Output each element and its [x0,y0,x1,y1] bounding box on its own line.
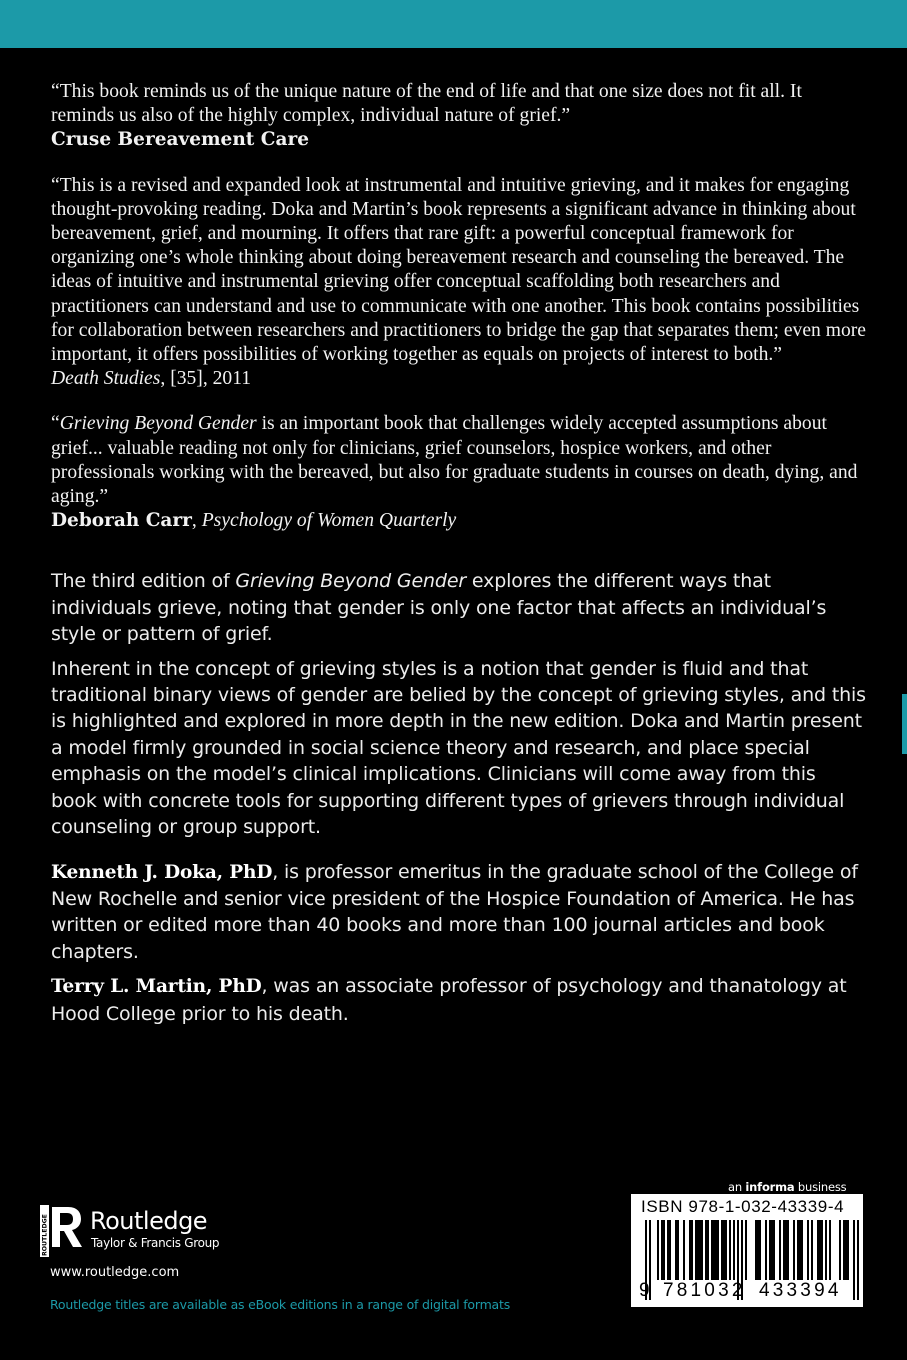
barcode-bar [825,1220,827,1280]
svg-text:ROUTLEDGE: ROUTLEDGE [41,1214,49,1256]
barcode-bar [787,1220,789,1280]
barcode-bar [683,1220,685,1280]
barcode-bar [705,1220,707,1280]
barcode-bar [857,1220,859,1300]
barcode-bar [745,1220,747,1280]
author-bio-doka [51,859,866,966]
barcode-bar [675,1220,677,1280]
barcode-bar [657,1220,659,1280]
description-paragraph-2: Inherent in the concept of grieving styles is a notion that gender is fluid and that traditional binary views of gender are belied by the concept of grieving styles, and this is highlighted and explored in more depth in the new edition. Doka and Martin present a model firmly grounded in social science theory and research, and place special emphasis on the model’s clinical implications. Clinicians will come away from this book with concrete tools for supporting different types of grievers through individual counseling or group support. [51,657,866,839]
review-3-source [51,509,866,533]
publisher-name: Routledge [90,1207,208,1235]
review-3-quote-text: is an important book that challenges widely accepted assumptions about grief... valuable reading not only for clinicians, grief counselors, hospice workers, and other professionals working with the bereaved, but also for graduate students in courses on death, dying, and aging.” [51,413,858,508]
description-p1-post: explores the different ways that individuals grieve, noting that gender is only one factor that affects an individual’s style or pattern of grief. [51,570,827,646]
barcode-bar [829,1220,831,1280]
review-3-quote [51,412,866,509]
side-color-tab [902,694,907,754]
informa-pre: an [728,1180,746,1194]
publisher-group: Taylor & Francis Group [91,1236,220,1250]
review-3-source-journal: Psychology of Women Quarterly [201,510,457,532]
review-2-source-journal: Death Studies [51,368,161,390]
barcode-bar [691,1220,693,1280]
barcode-bar [717,1220,719,1280]
barcode-bar [817,1220,819,1280]
author-bio-martin [51,973,866,1027]
top-color-band [0,0,907,48]
barcode-bar [773,1220,775,1280]
barcode-bar [807,1220,809,1280]
barcode-bar [769,1220,771,1280]
review-2-source-issue: , [35], 2011 [160,368,252,390]
barcode-bar [799,1220,801,1280]
barcode-bar [699,1220,701,1280]
review-2-quote: “This is a revised and expanded look at instrumental and intuitive grieving, and it makes for engaging thought-provoking reading. Doka and Martin’s book represents a significant advance in thinking about bereavement, grief, and mourning. It offers that rare gift: a powerful conceptual framework for organizing one’s whole thinking about doing bereavement research and counseling the bereaved. The ideas of intuitive and instrumental grieving offer conceptual scaffolding both researchers and practitioners can understand and use to communicate with one another. This book contains possibilities for collaboration between researchers and practitioners to bridge the gap that separates them; even more important, it offers possibilities of working together as equals on projects of interest to both.” [51,174,866,366]
publisher-website: www.routledge.com [50,1265,180,1280]
routledge-logo [40,1203,260,1263]
review-1-quote: “This book reminds us of the unique nature of the end of life and that one size does not fit all. It reminds us also of the highly complex, individual nature of grief.” [51,81,802,127]
review-3-open-quote: “ [51,413,60,435]
barcode-bar [689,1220,691,1280]
review-2-source [51,367,866,391]
barcode-bar [667,1220,669,1280]
barcode-bar [845,1220,847,1280]
author-bio-martin-text: , was an associate professor of psychology and thanatology at Hood College prior to his death. [51,975,847,1025]
review-2 [51,174,866,392]
barcode-bar [779,1220,781,1280]
barcode-bar [811,1220,813,1280]
barcode-bar [847,1220,849,1280]
barcode-bar [677,1220,679,1280]
barcode-bar [733,1220,735,1280]
barcode-bar [715,1220,717,1280]
barcode-bar [729,1220,731,1280]
review-3-source-comma: , [191,510,202,532]
review-1-source: Cruse Bereavement Care [51,129,309,151]
barcode-bar [701,1220,703,1280]
barcode-bar [793,1220,795,1280]
barcode-bar [785,1220,787,1280]
barcode-bar [721,1220,723,1280]
barcode-bar [757,1220,759,1280]
barcode-bar [697,1220,699,1280]
author-bio-doka-text: , is professor emeritus in the graduate school of the College of New Rochelle and senior vice president of the Hospice Foundation of America. He has written or edited more than 40 books and more than 100 journal articles and book chapters. [51,860,858,963]
isbn-barcode [631,1194,863,1307]
barcode-bar [821,1220,823,1280]
barcode-bar [707,1220,709,1280]
barcode-bar [819,1220,821,1280]
barcode-bar [711,1220,713,1280]
author-name-martin: Terry L. Martin, PhD [51,976,262,998]
barcode-bar [771,1220,773,1280]
informa-business-label [728,1180,846,1194]
barcode-digits-left: 781032 [663,1280,746,1301]
barcode-bar [839,1220,841,1280]
barcode-bar [725,1220,727,1280]
review-1 [51,80,866,153]
barcode-digits-right: 433394 [759,1280,842,1301]
ebook-note: Routledge titles are available as eBook editions in a range of digital formats [50,1297,511,1312]
barcode-bar [669,1220,671,1280]
review-3 [51,412,866,533]
barcode-bar [843,1220,845,1280]
author-name-doka: Kenneth J. Doka, PhD [51,861,273,883]
routledge-r-icon [40,1203,84,1259]
barcode-bar [853,1220,855,1300]
description-p1-pre: The third edition of [51,570,236,593]
informa-post: business [794,1180,847,1194]
barcode-bar [765,1220,767,1280]
barcode-bar [723,1220,725,1280]
review-3-source-name: Deborah Carr [51,510,192,532]
description-book-title: Grieving Beyond Gender [235,570,467,593]
barcode-bar [797,1220,799,1280]
barcode-bar [801,1220,803,1280]
back-cover-text [51,80,866,1035]
barcode-bar [663,1220,665,1280]
barcode-digit-first: 9 [639,1280,650,1301]
book-description [51,568,866,1027]
barcode-bar [661,1220,663,1280]
description-paragraph-1 [51,568,866,647]
barcode-bar [755,1220,757,1280]
barcode-bar [759,1220,761,1280]
isbn-number: ISBN 978-1-032-43339-4 [641,1197,845,1216]
barcode-bar [783,1220,785,1280]
informa-brand: informa [745,1180,795,1194]
barcode-bar [713,1220,715,1280]
barcode-bar [695,1220,697,1280]
review-3-book-title: Grieving Beyond Gender [59,413,257,435]
